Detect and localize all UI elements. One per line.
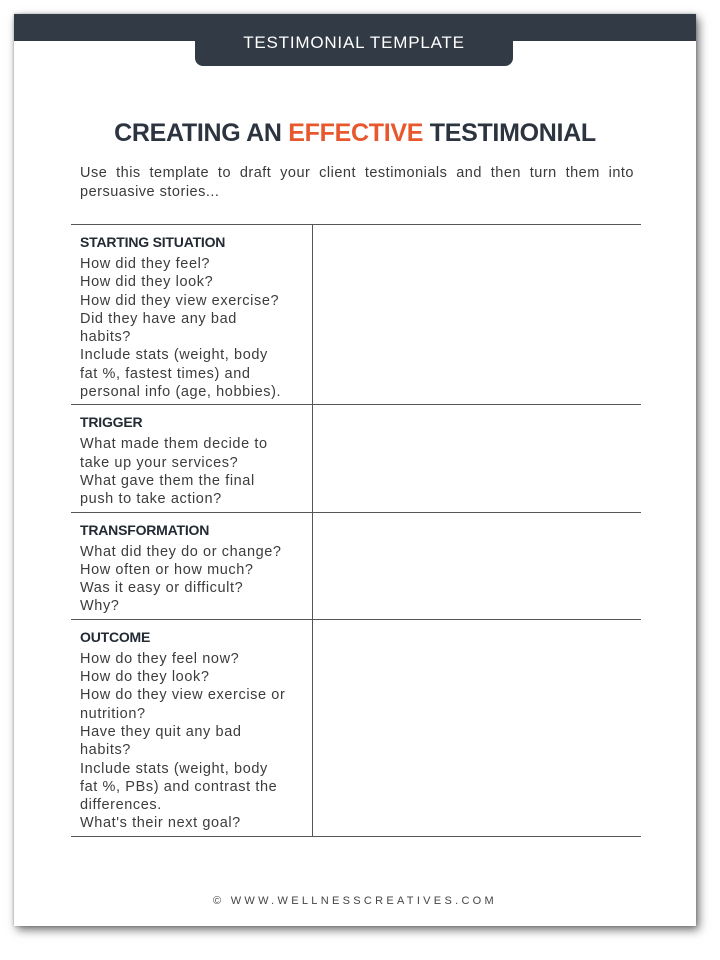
title-accent: EFFECTIVE	[288, 119, 424, 147]
prompt-line: Include stats (weight, body	[80, 760, 268, 777]
answer-cell[interactable]	[312, 619, 641, 836]
prompt-line: How do they view exercise or	[80, 687, 286, 704]
prompt-line: fat %, fastest times) and	[80, 365, 251, 382]
section-row-outcome	[71, 619, 641, 836]
title-part-1: CREATING AN	[114, 119, 289, 147]
prompt-line: What did they do or change?	[80, 543, 282, 560]
prompt-line: push to take action?	[80, 491, 222, 508]
prompt-cell	[71, 512, 312, 619]
prompt-line: What's their next goal?	[80, 815, 241, 832]
section-row-trigger	[71, 405, 641, 512]
prompt-line: What gave them the final	[80, 472, 255, 489]
prompt-line: What made them decide to	[80, 436, 268, 453]
prompt-cell	[71, 225, 312, 405]
prompt-line: How do they look?	[80, 669, 210, 686]
section-heading: OUTCOME	[80, 628, 151, 645]
prompt-line: habits?	[80, 329, 131, 346]
prompt-line: Have they quit any bad	[80, 723, 242, 740]
intro-text: Use this template to draft your client testimonials and then turn them into persuasive stories...	[80, 165, 634, 200]
prompt-line: Did they have any bad	[80, 310, 237, 327]
answer-cell[interactable]	[312, 405, 641, 512]
prompt-line: How often or how much?	[80, 561, 254, 578]
prompt-line: differences.	[80, 797, 162, 814]
prompt-line: How did they feel?	[80, 256, 211, 272]
prompt-line: personal info (age, hobbies).	[80, 384, 282, 401]
answer-cell[interactable]	[312, 512, 641, 619]
prompt-line: fat %, PBs) and contrast the	[80, 778, 278, 795]
prompt-cell	[71, 405, 312, 512]
title-part-2: TESTIMONIAL	[423, 119, 596, 147]
testimonial-worksheet	[71, 224, 641, 837]
section-heading: TRIGGER	[80, 414, 143, 431]
prompt-line: How do they feel now?	[80, 650, 240, 667]
prompt-line: habits?	[80, 742, 131, 759]
answer-cell[interactable]	[312, 225, 641, 405]
prompt-line: Why?	[80, 598, 120, 615]
prompt-line: Was it easy or difficult?	[80, 580, 244, 597]
header-tab: TESTIMONIAL TEMPLATE	[195, 14, 513, 66]
prompt-line: Include stats (weight, body	[80, 347, 268, 364]
section-heading: STARTING SITUATION	[80, 234, 226, 250]
section-heading: TRANSFORMATION	[80, 521, 210, 538]
prompt-line: nutrition?	[80, 705, 146, 722]
footer-website: © WWW.WELLNESSCREATIVES.COM	[212, 895, 498, 907]
prompt-line: take up your services?	[80, 454, 239, 471]
section-row-transformation	[71, 512, 641, 619]
document-page	[14, 14, 696, 926]
prompt-line: How did they view exercise?	[80, 292, 280, 309]
prompt-line: How did they look?	[80, 274, 214, 291]
section-row-starting-situation	[71, 225, 641, 405]
page-title	[14, 119, 696, 148]
prompt-cell	[71, 619, 312, 836]
